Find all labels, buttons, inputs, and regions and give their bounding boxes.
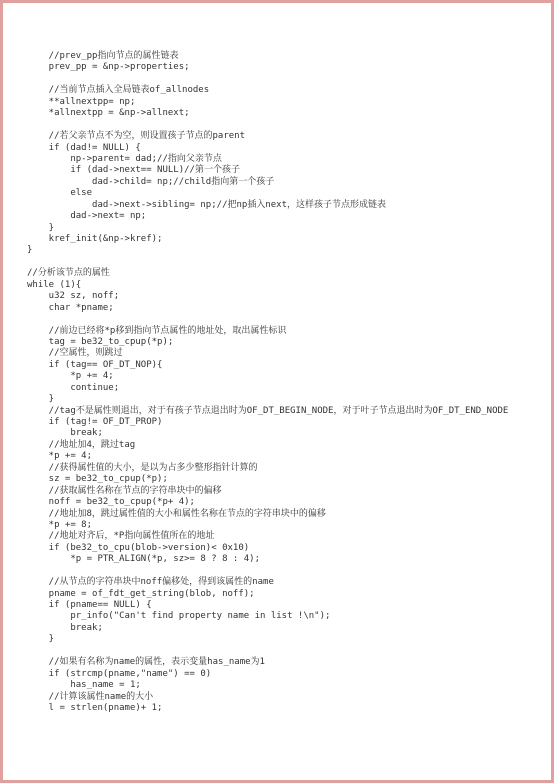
code-line: //从节点的字符串块中noff偏移处，得到该属性的name [27, 577, 274, 588]
code-line: } [27, 634, 55, 645]
code-line: u32 sz, noff; [27, 291, 120, 302]
code-line: *p = PTR_ALIGN(*p, sz>= 8 ? 8 : 4); [27, 554, 260, 565]
code-line [27, 314, 547, 325]
code-line: //获取属性名称在节点的字符串块中的偏移 [27, 485, 222, 496]
code-line: } [27, 222, 55, 233]
code-line: //空属性，则跳过 [27, 348, 123, 359]
code-line: continue; [27, 382, 120, 393]
code-line: dad->child= np;//child指向第一个孩子 [27, 176, 275, 187]
code-line: else [27, 188, 93, 199]
code-line: prev_pp = &np->properties; [27, 62, 190, 73]
code-line: } [27, 394, 55, 405]
code-line [27, 566, 547, 577]
code-line: *p += 8; [27, 519, 93, 530]
code-line: //获得属性值的大小，是以为占多少整形指针计算的 [27, 462, 258, 473]
code-line: if (tag!= OF_DT_PROP) [27, 417, 163, 427]
code-line: *allnextpp = &np->allnext; [27, 108, 190, 119]
code-line: np->parent= dad;//指向父亲节点 [27, 153, 222, 164]
code-line [27, 646, 547, 657]
code-line: kref_init(&np->kref); [27, 234, 163, 244]
code-line: sz = be32_to_cpup(*p); [27, 474, 168, 485]
code-line: *p += 4; [27, 451, 93, 462]
code-line [27, 257, 547, 268]
code-line: has_name = 1; [27, 680, 141, 691]
code-line: pname = of_fdt_get_string(blob, noff); [27, 588, 255, 599]
code-line: //若父亲节点不为空，则设置孩子节点的parent [27, 131, 246, 142]
code-line: noff = be32_to_cpup(*p+ 4); [27, 497, 195, 508]
code-line: //地址加4，跳过tag [27, 439, 136, 450]
code-line: //计算该属性name的大小 [27, 691, 154, 702]
code-line: dad->next->sibling= np;//把np插入next，这样孩子节点形成链表 [27, 199, 386, 210]
code-line: char *pname; [27, 302, 114, 313]
code-line: l = strlen(pname)+ 1; [27, 702, 163, 713]
code-line: } [27, 245, 33, 256]
code-line: //prev_pp指向节点的属性链表 [27, 51, 179, 61]
code-line: //地址对齐后，*P指向属性值所在的地址 [27, 531, 215, 542]
code-line: **allnextpp= np; [27, 96, 136, 107]
code-line: //如果有名称为name的属性，表示变量has_name为1 [27, 657, 265, 668]
code-line [27, 74, 547, 85]
code-line: tag = be32_to_cpup(*p); [27, 336, 174, 347]
code-line: if (pname== NULL) { [27, 600, 152, 610]
code-line: if (strcmp(pname,"name") == 0) [27, 668, 212, 679]
code-listing [27, 51, 547, 714]
code-line: break; [27, 428, 103, 439]
code-line: //地址加8，跳过属性值的大小和属性名称在节点的字符串块中的偏移 [27, 508, 326, 519]
code-line: //tag不是属性则退出，对于有孩子节点退出时为OF_DT_BEGIN_NODE，对于叶子节点退出时为OF_DT_END_NODE [27, 405, 509, 416]
code-line: if (be32_to_cpu(blob->version)< 0x10) [27, 542, 250, 553]
code-line: dad->next= np; [27, 211, 147, 222]
code-line: while (1){ [27, 279, 82, 290]
code-line: if (dad!= NULL) { [27, 142, 141, 153]
code-line: //前边已经将*p移到指向节点属性的地址处，取出属性标识 [27, 325, 287, 336]
code-line: pr_info("Can't find property name in list !\n"); [27, 611, 331, 622]
code-line [27, 120, 547, 131]
code-line: //分析该节点的属性 [27, 268, 110, 279]
code-line: break; [27, 622, 103, 633]
code-line: if (tag== OF_DT_NOP){ [27, 359, 163, 370]
code-line: *p += 4; [27, 371, 114, 382]
code-line: if (dad->next== NULL)//第一个孩子 [27, 165, 240, 176]
code-line: //当前节点插入全局链表of_allnodes [27, 85, 210, 96]
